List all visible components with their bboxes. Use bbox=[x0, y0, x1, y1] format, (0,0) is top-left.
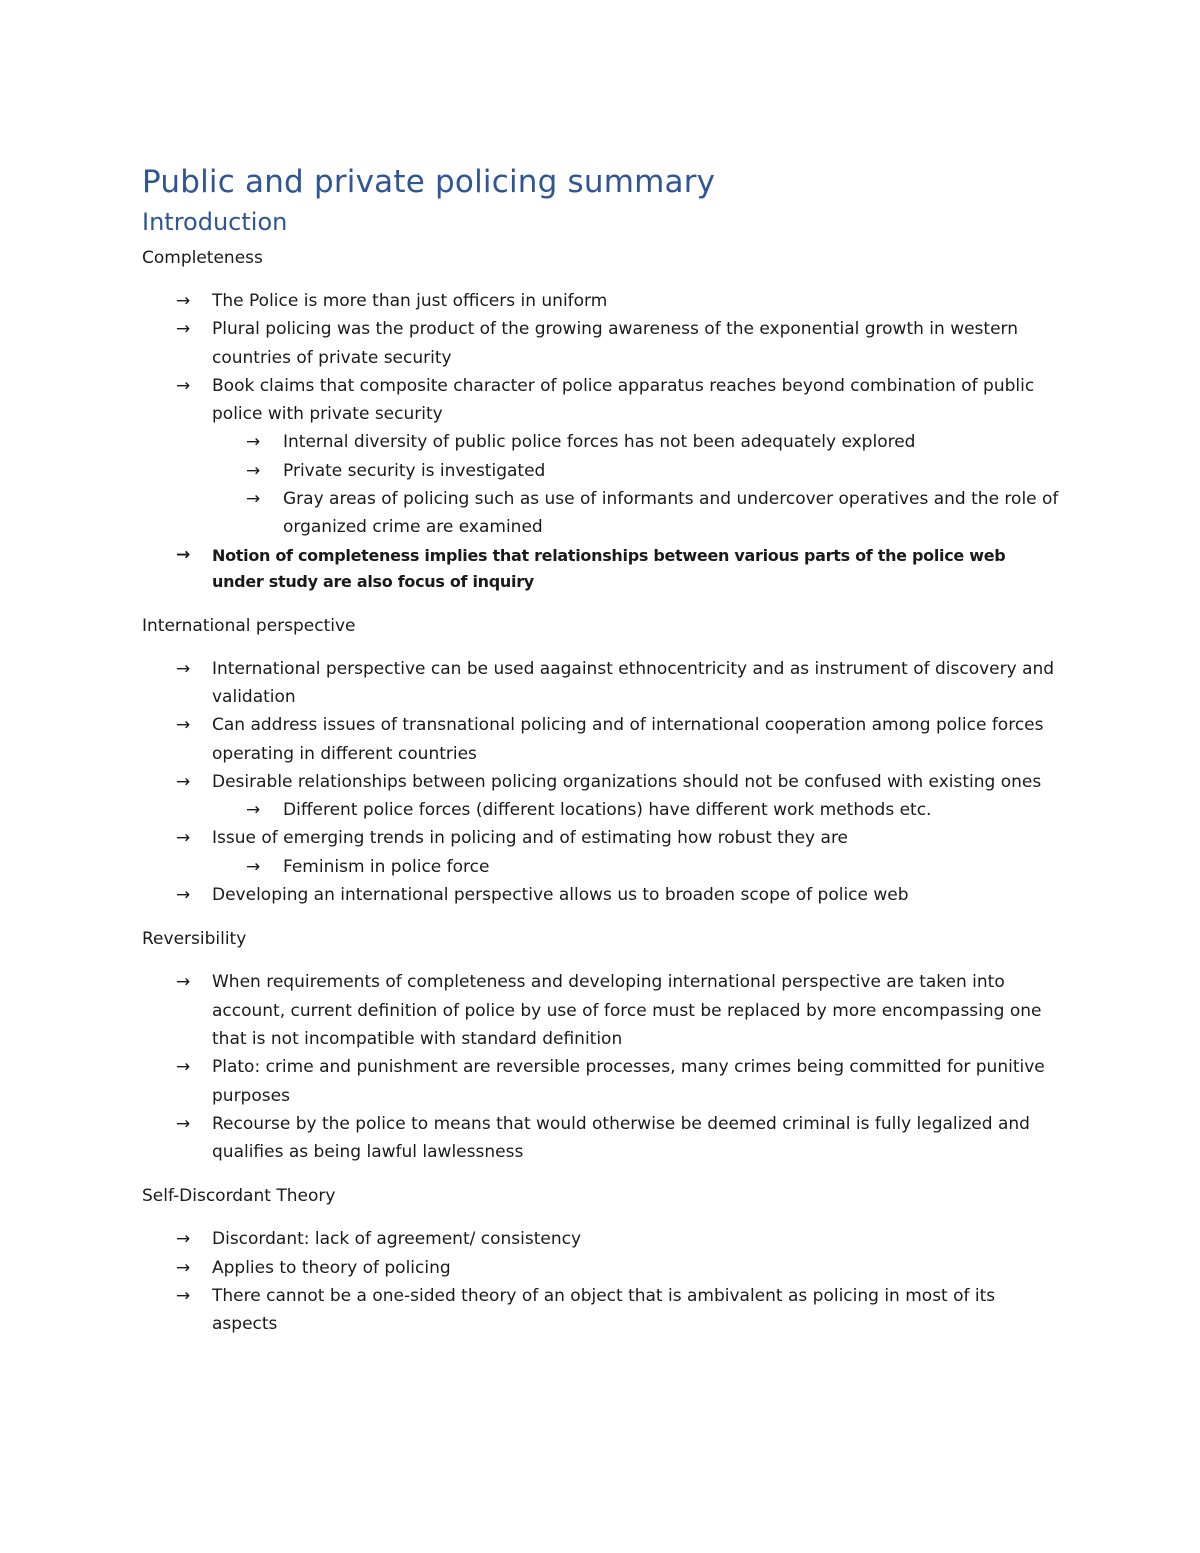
arrow-bullet-icon: → bbox=[176, 319, 191, 340]
list-item-text: Gray areas of policing such as use of informants and undercover operatives and the role of organized crime are examined bbox=[283, 489, 1059, 538]
list-item bbox=[142, 655, 1062, 712]
arrow-bullet-icon: → bbox=[176, 544, 190, 565]
bullet-list bbox=[142, 287, 1062, 596]
arrow-bullet-icon: → bbox=[176, 828, 191, 849]
list-item bbox=[142, 1282, 1062, 1339]
list-item bbox=[142, 1254, 1062, 1282]
arrow-bullet-icon: → bbox=[176, 1229, 191, 1250]
subsection-heading: Self-Discordant Theory bbox=[142, 1186, 336, 1207]
list-item bbox=[142, 287, 1062, 315]
list-item bbox=[142, 711, 1062, 768]
arrow-bullet-icon: → bbox=[176, 885, 191, 906]
list-item bbox=[142, 485, 1062, 542]
list-item-text: Internal diversity of public police forces has not been adequately explored bbox=[283, 432, 916, 453]
document-body bbox=[142, 244, 1062, 1339]
list-item-text: Feminism in police force bbox=[283, 856, 490, 877]
list-item bbox=[142, 1053, 1062, 1110]
list-item-text: Plato: crime and punishment are reversible processes, many crimes being committed for punitive purposes bbox=[212, 1057, 1045, 1106]
list-item bbox=[142, 968, 1062, 1053]
arrow-bullet-icon: → bbox=[176, 1113, 191, 1134]
list-item-text: Applies to theory of policing bbox=[212, 1257, 451, 1278]
bullet-list bbox=[142, 968, 1062, 1166]
section-heading-introduction: Introduction bbox=[142, 208, 288, 236]
list-item-text: The Police is more than just officers in uniform bbox=[212, 291, 608, 311]
bullet-list bbox=[142, 1225, 1062, 1338]
list-item bbox=[142, 768, 1062, 796]
list-item-text: Recourse by the police to means that would otherwise be deemed criminal is fully legalized and qualifies as being lawful lawlessness bbox=[212, 1113, 1030, 1163]
arrow-bullet-icon: → bbox=[176, 1257, 191, 1278]
subsection-heading: Reversibility bbox=[142, 929, 247, 950]
list-item bbox=[142, 428, 1062, 456]
list-item-text: Private security is investigated bbox=[283, 460, 546, 481]
list-item-text: Different police forces (different locations) have different work methods etc. bbox=[283, 800, 932, 821]
list-item bbox=[142, 796, 1062, 824]
list-item-text: Issue of emerging trends in policing and of estimating how robust they are bbox=[212, 828, 849, 849]
document-title: Public and private policing summary bbox=[142, 164, 716, 200]
list-item bbox=[142, 881, 1062, 909]
arrow-bullet-icon: → bbox=[246, 800, 261, 821]
document-page bbox=[142, 160, 1062, 1339]
arrow-bullet-icon: → bbox=[246, 460, 261, 481]
arrow-bullet-icon: → bbox=[246, 489, 261, 510]
arrow-bullet-icon: → bbox=[176, 291, 191, 311]
list-item bbox=[142, 315, 1062, 372]
list-item-text: There cannot be a one-sided theory of an object that is ambivalent as policing in most of its aspects bbox=[212, 1286, 996, 1335]
arrow-bullet-icon: → bbox=[176, 1057, 191, 1078]
arrow-bullet-icon: → bbox=[176, 715, 191, 736]
arrow-bullet-icon: → bbox=[246, 432, 261, 453]
list-item bbox=[142, 542, 1062, 596]
list-item-text: Discordant: lack of agreement/ consistency bbox=[212, 1229, 582, 1250]
list-item-text: Notion of completeness implies that relationships between various parts of the police web under study are also focus of inquiry bbox=[212, 545, 1006, 591]
arrow-bullet-icon: → bbox=[176, 1286, 191, 1307]
list-item-text: Book claims that composite character of police apparatus reaches beyond combination of public police with private security bbox=[212, 375, 1035, 425]
list-item bbox=[142, 853, 1062, 881]
subsection-heading: International perspective bbox=[142, 615, 356, 636]
list-item-text: Plural policing was the product of the growing awareness of the exponential growth in western countries of private security bbox=[212, 319, 1019, 368]
list-item-text: Can address issues of transnational policing and of international cooperation among police forces operating in different countries bbox=[212, 715, 1044, 764]
list-item bbox=[142, 372, 1062, 429]
arrow-bullet-icon: → bbox=[176, 375, 191, 396]
arrow-bullet-icon: → bbox=[176, 658, 191, 679]
arrow-bullet-icon: → bbox=[176, 972, 191, 993]
bullet-list bbox=[142, 655, 1062, 910]
list-item bbox=[142, 824, 1062, 852]
list-item bbox=[142, 1110, 1062, 1167]
list-item-text: When requirements of completeness and developing international perspective are taken into account, current definition of police by use of force must be replaced by more encompassing one that is not incompatible with standard definition bbox=[212, 972, 1042, 1049]
arrow-bullet-icon: → bbox=[246, 856, 261, 877]
subsection-heading: Completeness bbox=[142, 248, 263, 268]
list-item-text: Desirable relationships between policing organizations should not be confused with existing ones bbox=[212, 771, 1042, 792]
list-item-text: Developing an international perspective allows us to broaden scope of police web bbox=[212, 885, 909, 906]
list-item bbox=[142, 1225, 1062, 1253]
arrow-bullet-icon: → bbox=[176, 771, 191, 792]
list-item-text: International perspective can be used aagainst ethnocentricity and as instrument of discovery and validation bbox=[212, 658, 1055, 707]
list-item bbox=[142, 457, 1062, 485]
